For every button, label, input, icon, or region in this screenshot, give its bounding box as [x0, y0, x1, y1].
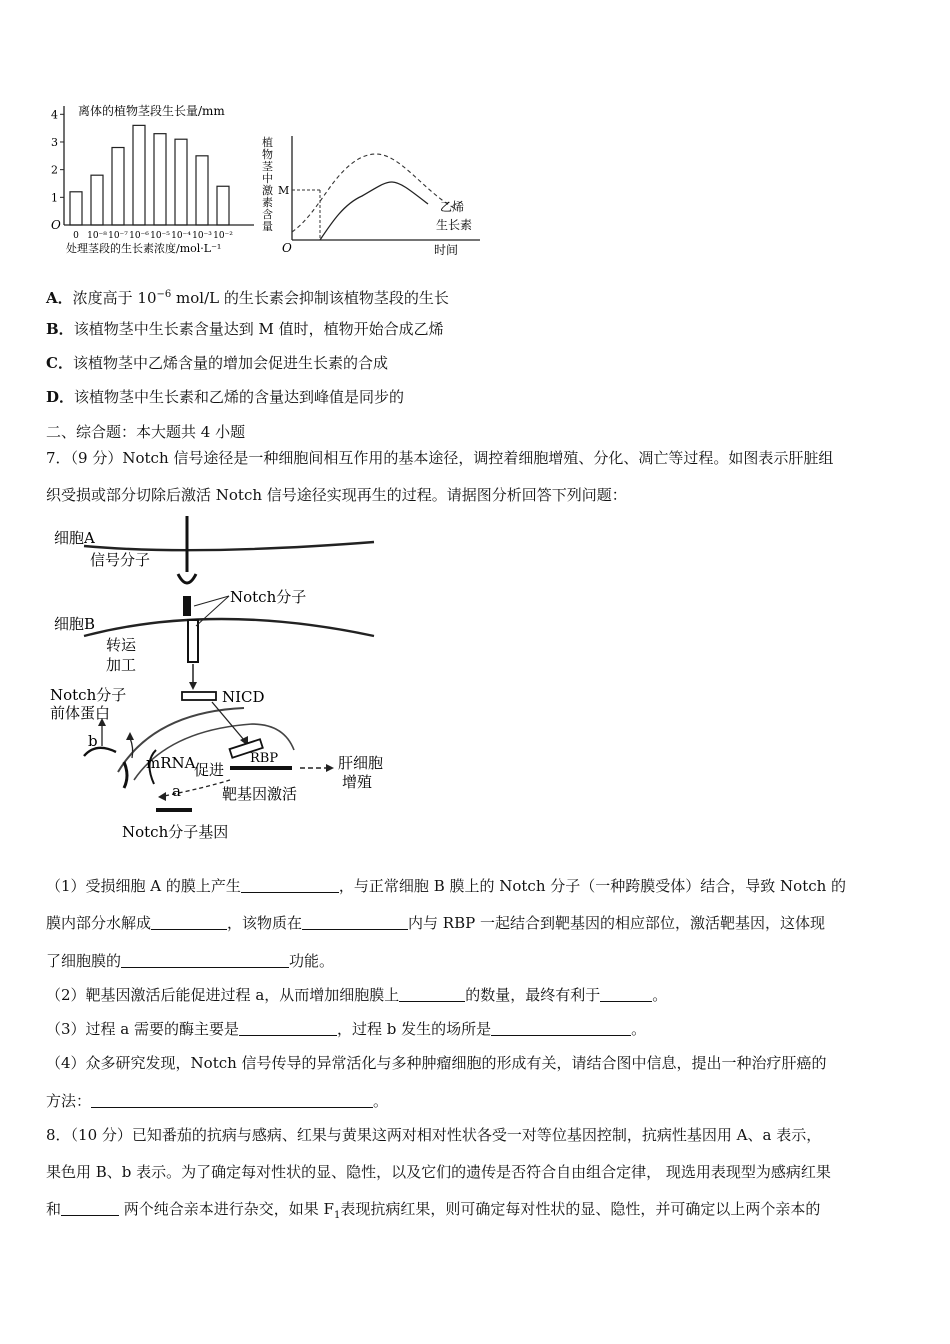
bar-category-label: 10⁻⁵ — [150, 231, 170, 241]
auxin-label: 生长素 — [436, 218, 473, 232]
option-a-exponent: −6 — [156, 289, 172, 300]
answer-blank[interactable] — [600, 986, 652, 1002]
label-precursor-1: Notch分子 — [50, 686, 127, 704]
q7-intro-1: 7．（9 分）Notch 信号途径是一种细胞间相互作用的基本途径，调控着细胞增殖、分化、凋亡等过程。如图表示肝脏组 — [46, 449, 834, 467]
line-y-label-char: 中 — [262, 172, 273, 185]
answer-blank[interactable] — [399, 986, 465, 1002]
q8-text-1: 和 — [46, 1200, 62, 1218]
label-liver-1: 肝细胞 — [338, 754, 384, 772]
bar-category-label: 10⁻⁸ — [87, 231, 107, 241]
mrna-strand — [124, 762, 127, 788]
label-transport-1: 转运 — [106, 636, 137, 654]
ethylene-label: 乙烯 — [440, 200, 465, 214]
line-y-label-char: 激 — [262, 184, 273, 197]
q7-p3-text-1: （3）过程 a 需要的酶主要是 — [46, 1020, 240, 1038]
line-y-label-char: 含 — [262, 208, 273, 221]
label-target: 靶基因激活 — [222, 785, 298, 803]
line-y-label-char: 量 — [262, 220, 273, 233]
label-mrna: mRNA — [146, 754, 196, 772]
growth-bar-chart — [44, 98, 260, 258]
option-b-text: 该植物茎中生长素含量达到 M 值时，植物开始合成乙烯 — [73, 320, 444, 338]
answer-blank[interactable] — [121, 952, 289, 968]
bar — [154, 134, 166, 225]
q7-intro-2: 织受损或部分切除后激活 Notch 信号途径实现再生的过程。请据图分析回答下列问题： — [46, 486, 627, 504]
q7-p1-text-4: ，该物质在 — [227, 914, 303, 932]
q7-p1-line3 — [46, 951, 334, 971]
bar-category-label: 10⁻² — [213, 231, 233, 241]
bar-y-tick-label: 2 — [51, 163, 58, 177]
bar-origin: O — [51, 218, 61, 232]
q7-p3-text-3: 。 — [631, 1020, 647, 1038]
bar-category-label: 10⁻⁶ — [129, 231, 149, 241]
label-transport-2: 加工 — [106, 656, 137, 674]
option-letter: A． — [46, 289, 73, 307]
line-y-label-char: 茎 — [262, 160, 273, 173]
answer-blank[interactable] — [239, 1020, 337, 1036]
line-m-label: M — [278, 184, 290, 197]
answer-blank[interactable] — [241, 877, 339, 893]
option-a — [46, 285, 449, 308]
option-c — [46, 353, 388, 373]
bar — [196, 156, 208, 225]
q7-p1-text-3: 膜内部分水解成 — [46, 914, 152, 932]
line-y-label-char: 素 — [262, 196, 273, 209]
cell-b-membrane — [84, 619, 374, 636]
q7-p1-text-2: ，与正常细胞 B 膜上的 Notch 分子（一种跨膜受体）结合，导致 Notch 的 — [338, 877, 847, 895]
line-y-label — [262, 135, 274, 233]
option-d-text: 该植物茎中生长素和乙烯的含量达到峰值是同步的 — [74, 388, 405, 406]
answer-blank[interactable] — [302, 914, 408, 930]
q7-p4-line1: （4）众多研究发现，Notch 信号传导的异常活化与多种肿瘤细胞的形成有关，请结合图中信息，提出一种治疗肝癌的 — [46, 1054, 827, 1072]
label-nicd: NICD — [222, 688, 265, 706]
option-a-text-1: 浓度高于 10 — [72, 289, 157, 307]
bar-category-label: 10⁻⁷ — [108, 231, 128, 241]
q8-text-3: 表现抗病红果，则可确定每对性状的显、隐性，并可确定以上两个亲本的 — [340, 1200, 821, 1218]
q7-p1-line1 — [46, 876, 846, 896]
label-liver-2: 增殖 — [342, 773, 373, 791]
q8-line3 — [46, 1199, 820, 1226]
q8-line2: 果色用 B、b 表示。为了确定每对性状的显、隐性，以及它们的遗传是否符合自由组合定律， 现选用表现型为感病红果 — [46, 1163, 831, 1181]
bar — [175, 139, 187, 225]
bar-chart-title: 离体的植物茎段生长量/mm — [78, 104, 225, 118]
notch-molecule-bottom — [188, 620, 198, 662]
q7-p4-text-2: 。 — [373, 1092, 389, 1110]
q7-p4-text-1: 方法： — [46, 1092, 92, 1110]
option-c-text: 该植物茎中乙烯含量的增加会促进生长素的合成 — [72, 354, 388, 372]
q8-text-2: 两个纯合亲本进行杂交，如果 F — [119, 1200, 334, 1218]
bar-y-tick-label: 4 — [51, 108, 58, 122]
q8-line1: 8．（10 分）已知番茄的抗病与感病、红果与黄果这两对相对性状各受一对等位基因控制，抗病性基因用 A、a 表示， — [46, 1126, 822, 1144]
q7-p1-text-5: 内与 RBP 一起结合到靶基因的相应部位，激活靶基因，这体现 — [408, 914, 825, 932]
notch-molecule-top — [183, 596, 191, 616]
bar-category-label: 10⁻⁴ — [171, 231, 191, 241]
option-b — [46, 319, 444, 339]
q7-p1-text-6: 了细胞膜的 — [46, 952, 122, 970]
q7-p2-text-3: 。 — [652, 986, 668, 1004]
arrow-to-nicd-head — [189, 682, 197, 690]
option-a-text-2: mol/L 的生长素会抑制该植物茎段的生长 — [171, 289, 449, 307]
bar — [217, 186, 229, 225]
label-precursor-2: 前体蛋白 — [50, 704, 111, 722]
label-notch: Notch分子 — [230, 588, 307, 606]
q7-p1-text-7: 功能。 — [289, 952, 335, 970]
signal-molecule — [178, 574, 196, 583]
label-cell-a: 细胞A — [54, 529, 95, 547]
ethylene-curve — [320, 182, 428, 240]
option-letter: C． — [46, 354, 73, 372]
bar — [133, 125, 145, 225]
line-x-label: 时间 — [434, 243, 459, 257]
section-heading: 二、综合题：本大题共 4 小题 — [46, 423, 246, 441]
label-promote: 促进 — [194, 761, 225, 779]
label-cell-b: 细胞B — [54, 615, 96, 633]
bar — [70, 192, 82, 225]
q8-subscript: 1 — [333, 1210, 341, 1221]
bar-y-tick-label: 3 — [51, 135, 58, 149]
notch-gene-dna — [156, 808, 192, 812]
q7-p2 — [46, 985, 667, 1005]
bar-category-label: 0 — [73, 231, 79, 241]
nicd-rect — [182, 692, 216, 700]
notch-pathway-diagram — [44, 512, 394, 848]
q7-p2-text-2: 的数量，最终有利于 — [465, 986, 601, 1004]
option-letter: B． — [46, 320, 74, 338]
auxin-curve — [292, 154, 454, 232]
target-gene-dna — [230, 766, 292, 770]
line-origin: O — [282, 241, 292, 255]
line-y-label-char: 植 — [262, 136, 273, 149]
hormone-line-chart — [258, 132, 488, 260]
option-letter: D． — [46, 388, 75, 406]
bar — [91, 175, 103, 225]
answer-blank[interactable] — [491, 1020, 631, 1036]
bar-y-tick-label: 1 — [51, 191, 58, 205]
mrna-arrow-head — [126, 732, 134, 740]
answer-blank[interactable] — [151, 914, 227, 930]
label-gene: Notch分子基因 — [122, 823, 229, 841]
cell-a-membrane — [84, 542, 374, 550]
q7-p1-text-1: （1）受损细胞 A 的膜上产生 — [46, 877, 241, 895]
arrow-to-liver-head — [326, 764, 334, 772]
option-d — [46, 387, 404, 407]
q7-p4-line2 — [46, 1091, 388, 1111]
q7-p3-text-2: ，过程 b 发生的场所是 — [337, 1020, 492, 1038]
process-a-arrow-head — [158, 792, 166, 801]
bar-category-label: 10⁻³ — [192, 231, 212, 241]
line-y-label-char: 物 — [262, 148, 273, 161]
bar — [112, 148, 124, 225]
label-b: b — [88, 732, 98, 750]
label-a: a — [172, 782, 181, 800]
answer-blank[interactable] — [91, 1092, 373, 1108]
bar-x-label: 处理茎段的生长素浓度/mol·L⁻¹ — [66, 242, 222, 255]
label-signal: 信号分子 — [90, 551, 151, 569]
q7-p1-line2 — [46, 913, 825, 933]
q7-p3 — [46, 1019, 646, 1039]
answer-blank[interactable] — [61, 1200, 119, 1216]
label-rbp: RBP — [250, 751, 279, 766]
q7-p2-text-1: （2）靶基因激活后能促进过程 a，从而增加细胞膜上 — [46, 986, 400, 1004]
